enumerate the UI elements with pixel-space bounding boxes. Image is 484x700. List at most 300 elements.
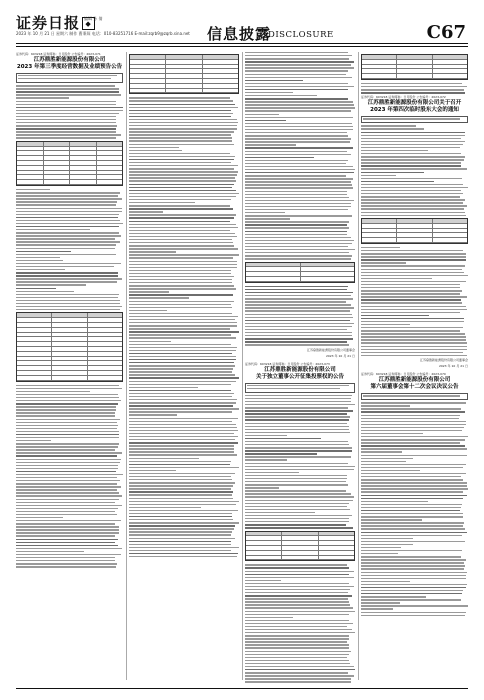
text-line — [245, 638, 349, 639]
table-cell — [44, 156, 71, 160]
column-2 — [129, 52, 239, 684]
text-line — [16, 542, 115, 543]
text-line — [245, 120, 286, 121]
text-line — [245, 286, 348, 287]
text-line — [361, 199, 465, 200]
text-line — [16, 189, 50, 190]
text-line — [361, 615, 465, 616]
text-line — [361, 181, 434, 182]
text-line — [129, 285, 234, 286]
text-line — [129, 525, 235, 526]
text-line — [245, 432, 350, 433]
text-line — [129, 473, 235, 474]
text-line — [245, 212, 285, 213]
text-line — [361, 147, 460, 148]
text-line — [129, 448, 234, 449]
text-line — [245, 323, 354, 324]
data-table — [16, 312, 123, 381]
table-cell — [88, 337, 122, 341]
text-line — [16, 192, 120, 193]
text-line — [16, 248, 115, 249]
text-line — [129, 464, 230, 465]
text-line — [361, 461, 406, 462]
text-line — [361, 215, 466, 216]
text-line — [16, 119, 116, 120]
table-cell — [97, 166, 123, 170]
text-line — [16, 291, 74, 292]
text-line — [129, 387, 198, 388]
table-cell — [70, 142, 97, 146]
text-line — [16, 306, 122, 307]
text-line — [245, 620, 349, 621]
text-line — [361, 541, 465, 542]
text-line — [129, 273, 231, 274]
text-line — [245, 317, 353, 318]
text-line — [245, 444, 349, 445]
text-line — [16, 232, 119, 233]
text-line — [245, 292, 353, 293]
text-line — [129, 239, 232, 240]
table-cell — [203, 55, 238, 59]
notice-company: 江苏鼎胜新能源股份有限公司关于召开 — [367, 100, 462, 107]
table-cell — [203, 65, 238, 69]
notice-title — [361, 100, 468, 114]
text-line — [129, 325, 237, 326]
text-line — [129, 405, 233, 406]
text-line — [129, 227, 238, 228]
text-line — [16, 241, 120, 242]
table-cell — [203, 89, 238, 93]
data-table — [129, 54, 239, 94]
text-line — [245, 459, 287, 460]
table-cell — [70, 180, 97, 184]
text-line — [361, 327, 463, 328]
text-line — [361, 455, 467, 456]
text-line — [16, 539, 118, 540]
text-line — [129, 498, 233, 499]
text-line — [129, 202, 195, 203]
text-line — [245, 466, 355, 467]
table-cell — [130, 79, 166, 83]
table-cell — [433, 60, 467, 64]
text-line — [16, 275, 118, 276]
text-line — [129, 150, 182, 151]
text-line — [361, 86, 467, 87]
notice-company: 江苏鼎胜新能源股份有限公司 — [264, 366, 336, 373]
table-cell — [97, 151, 123, 155]
text-line — [16, 431, 119, 432]
text-line — [129, 301, 234, 302]
text-line — [129, 254, 239, 255]
text-line — [16, 492, 119, 493]
text-line — [129, 424, 236, 425]
text-line — [129, 257, 233, 258]
text-line — [361, 168, 467, 169]
text-line — [129, 134, 231, 135]
table-cell — [17, 151, 44, 155]
text-line — [361, 415, 460, 416]
text-line — [16, 288, 56, 289]
text-line — [245, 110, 351, 111]
text-line — [361, 208, 464, 209]
text-line — [245, 672, 348, 673]
text-line — [129, 171, 238, 172]
text-block — [245, 395, 355, 529]
table-cell — [246, 546, 282, 550]
column-4 — [361, 52, 468, 684]
text-line — [361, 352, 463, 353]
text-line — [245, 669, 355, 670]
text-line — [361, 269, 462, 270]
table-cell — [301, 272, 355, 276]
text-line — [16, 391, 90, 392]
data-table — [361, 54, 468, 80]
notice-codes: 证券代码：603218 证券简称：日月股份 公告编号：2023-072 — [361, 95, 446, 100]
text-line — [361, 572, 467, 573]
text-line — [361, 458, 413, 459]
text-line — [245, 172, 354, 173]
text-line — [245, 221, 349, 222]
text-line — [129, 214, 236, 215]
text-line — [361, 156, 465, 157]
table-cell — [17, 180, 44, 184]
text-line — [361, 556, 461, 557]
table-cell — [70, 175, 97, 179]
table-cell — [44, 147, 71, 151]
text-line — [16, 272, 118, 273]
text-line — [245, 651, 351, 652]
text-line — [16, 406, 116, 407]
text-line — [245, 524, 346, 525]
table-cell — [362, 55, 397, 59]
text-line — [245, 215, 352, 216]
text-line — [129, 485, 233, 486]
text-line — [16, 300, 120, 301]
table-cell — [362, 229, 397, 233]
text-line — [245, 629, 352, 630]
table-cell — [130, 74, 166, 78]
notice-codes: 证券代码：603218 证券简称：日月股份 公告编号：2023-073 — [245, 361, 330, 366]
text-line — [361, 312, 460, 313]
text-line — [361, 519, 422, 520]
text-line — [245, 114, 279, 115]
text-line — [361, 132, 465, 133]
table-cell — [130, 89, 166, 93]
text-line — [16, 137, 116, 138]
text-line — [361, 507, 461, 508]
text-line — [245, 647, 349, 648]
text-line — [129, 251, 176, 252]
text-line — [361, 559, 466, 560]
table-row — [362, 74, 467, 79]
text-line — [245, 641, 347, 642]
text-line — [16, 412, 115, 413]
text-line — [245, 493, 351, 494]
text-line — [245, 295, 351, 296]
table-cell — [17, 161, 44, 165]
text-line — [361, 467, 463, 468]
text-line — [361, 433, 423, 434]
table-cell — [319, 551, 354, 555]
bottom-rule — [16, 688, 468, 689]
table-cell — [433, 74, 467, 78]
text-line — [129, 144, 234, 145]
text-line — [361, 575, 466, 576]
table-cell — [17, 371, 52, 375]
table-cell — [397, 219, 432, 223]
table-cell — [17, 357, 52, 361]
text-line — [361, 584, 467, 585]
text-line — [129, 374, 235, 375]
table-cell — [433, 238, 467, 242]
section-title: 信息披露 — [207, 25, 272, 43]
text-line — [245, 509, 350, 510]
text-line — [245, 456, 351, 457]
table-cell — [130, 84, 166, 88]
text-line — [361, 491, 463, 492]
table-cell — [88, 342, 122, 346]
table-cell — [319, 536, 354, 540]
text-line — [129, 396, 232, 397]
text-line — [361, 187, 468, 188]
text-line — [245, 635, 349, 636]
table-cell — [362, 238, 397, 242]
text-line — [245, 197, 349, 198]
table-cell — [17, 318, 52, 322]
text-line — [16, 443, 119, 444]
text-line — [245, 611, 355, 612]
table-cell — [97, 175, 123, 179]
text-line — [16, 554, 121, 555]
text-line — [361, 596, 426, 597]
text-line — [129, 205, 230, 206]
text-line — [16, 511, 115, 512]
text-line — [245, 623, 353, 624]
table-cell — [433, 69, 467, 73]
text-line — [245, 344, 349, 345]
text-line — [129, 513, 232, 514]
table-cell — [88, 357, 122, 361]
text-line — [16, 532, 119, 533]
text-line — [361, 253, 466, 254]
table-cell — [130, 60, 166, 64]
text-line — [129, 199, 231, 200]
text-line — [129, 381, 236, 382]
text-line — [129, 547, 239, 548]
table-cell — [246, 277, 301, 281]
text-line — [361, 402, 466, 403]
board-signoff: 江苏鼎胜新能源股份有限公司董事会 — [419, 358, 468, 363]
text-line — [245, 224, 347, 225]
text-line — [129, 445, 234, 446]
text-line — [361, 290, 462, 291]
text-line — [129, 470, 176, 471]
table-cell — [246, 541, 282, 545]
text-line — [245, 574, 349, 575]
text-line — [16, 471, 116, 472]
column-3 — [245, 52, 355, 684]
table-cell — [70, 171, 97, 175]
text-line — [129, 116, 231, 117]
text-line — [129, 261, 237, 262]
table-cell — [88, 323, 122, 327]
text-line — [245, 218, 290, 219]
text-line — [361, 299, 461, 300]
text-line — [129, 288, 236, 289]
table-cell — [52, 361, 87, 365]
text-line — [16, 107, 123, 108]
text-line — [361, 293, 460, 294]
text-line — [16, 425, 118, 426]
table-cell — [433, 219, 467, 223]
table-cell — [97, 147, 123, 151]
text-line — [361, 599, 461, 600]
table-cell — [17, 323, 52, 327]
table-cell — [44, 151, 71, 155]
text-line — [361, 83, 462, 84]
text-line — [361, 482, 467, 483]
masthead — [0, 0, 484, 44]
text-line — [245, 503, 349, 504]
text-line — [245, 157, 314, 158]
text-line — [361, 498, 463, 499]
text-line — [245, 163, 346, 164]
text-line — [129, 279, 232, 280]
text-line — [129, 165, 238, 166]
text-line — [245, 104, 354, 105]
text-line — [129, 430, 238, 431]
text-line — [16, 294, 119, 295]
text-line — [16, 134, 121, 135]
signoff-date: 2023 年 10 月 21 日 — [438, 364, 468, 369]
table-cell — [52, 347, 87, 351]
text-line — [129, 310, 167, 311]
text-line — [129, 104, 235, 105]
text-line — [361, 162, 461, 163]
table-cell — [88, 352, 122, 356]
text-line — [245, 52, 348, 53]
text-line — [361, 473, 466, 474]
disclaimer-box — [245, 383, 355, 393]
text-line — [361, 281, 466, 282]
text-line — [245, 107, 355, 108]
table-cell — [397, 69, 432, 73]
table-cell — [17, 376, 52, 380]
table-cell — [52, 376, 87, 380]
text-line — [129, 534, 231, 535]
top-rule — [16, 43, 468, 44]
text-line — [361, 562, 464, 563]
text-line — [245, 67, 354, 68]
data-table — [245, 262, 355, 283]
text-line — [361, 593, 462, 594]
text-line — [129, 371, 232, 372]
table-cell — [17, 142, 44, 146]
text-line — [129, 248, 238, 249]
text-line — [245, 61, 354, 62]
text-line — [129, 365, 235, 366]
text-line — [245, 484, 348, 485]
text-line — [245, 580, 281, 581]
text-line — [245, 64, 351, 65]
board-signoff: 江苏鼎胜新能源股份有限公司董事会 — [306, 347, 355, 352]
table-cell — [203, 84, 238, 88]
text-line — [245, 227, 349, 228]
text-line — [245, 301, 346, 302]
text-line — [16, 257, 60, 258]
text-line — [129, 230, 230, 231]
text-line — [129, 316, 238, 317]
text-line — [16, 309, 120, 310]
table-cell — [52, 357, 87, 361]
text-line — [245, 426, 349, 427]
text-line — [16, 486, 121, 487]
table-row — [362, 238, 467, 243]
disclaimer-box — [361, 116, 468, 123]
table-row — [17, 376, 122, 381]
text-line — [361, 421, 466, 422]
text-line — [361, 504, 462, 505]
text-line — [361, 125, 416, 126]
text-line — [361, 296, 467, 297]
text-line — [16, 468, 118, 469]
text-line — [129, 491, 233, 492]
text-line — [245, 141, 350, 142]
text-line — [245, 404, 355, 405]
text-block — [16, 85, 123, 139]
table-cell — [52, 313, 87, 317]
text-line — [245, 289, 347, 290]
text-line — [129, 550, 231, 551]
text-line — [361, 513, 463, 514]
text-line — [16, 551, 84, 552]
text-line — [16, 223, 123, 224]
text-line — [129, 276, 234, 277]
text-line — [16, 125, 117, 126]
text-line — [129, 119, 237, 120]
text-line — [129, 541, 231, 542]
table-cell — [17, 166, 44, 170]
text-line — [245, 657, 347, 658]
text-line — [245, 200, 354, 201]
text-line — [129, 399, 237, 400]
text-line — [16, 455, 117, 456]
table-cell — [97, 161, 123, 165]
text-line — [245, 586, 354, 587]
text-line — [129, 319, 235, 320]
table-cell — [301, 263, 355, 267]
table-cell — [282, 556, 318, 560]
text-line — [16, 195, 118, 196]
text-line — [16, 409, 116, 410]
text-line — [245, 298, 353, 299]
table-cell — [397, 233, 432, 237]
text-line — [16, 217, 118, 218]
table-cell — [52, 366, 87, 370]
text-line — [129, 137, 232, 138]
text-line — [129, 140, 232, 141]
text-line — [129, 125, 237, 126]
text-line — [361, 608, 393, 609]
table-cell — [301, 267, 355, 271]
table-row — [246, 556, 354, 561]
text-line — [361, 532, 467, 533]
text-line — [129, 494, 232, 495]
text-line — [16, 400, 121, 401]
text-line — [245, 89, 348, 90]
text-line — [361, 336, 466, 337]
text-line — [245, 83, 348, 84]
